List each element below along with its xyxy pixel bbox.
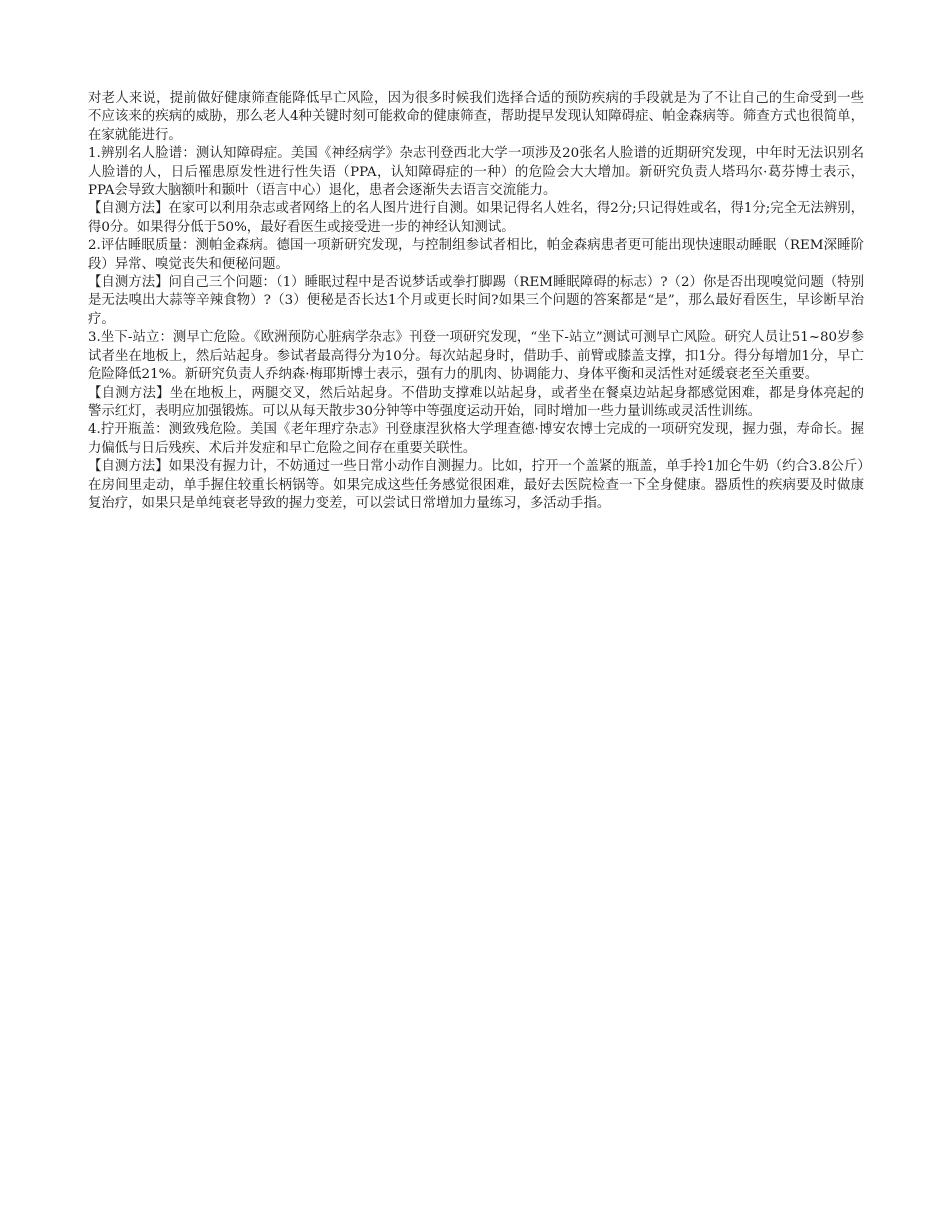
section-4-self-test: 【自测方法】如果没有握力计，不妨通过一些日常小动作自测握力。比如，拧开一个盖紧的瓶盖，单手拎1加仑牛奶（约合3.8公斤）在房间里走动，单手握住较重长柄锅等。如果完成这些任务感觉很困难，最好去医院检查一下全身健康。器质性的疾病要及时做康复治疗，如果只是单纯衰老导致的握力变差，可以尝试日常增加力量练习，多活动手指。 — [88, 459, 864, 511]
section-3-self-test: 【自测方法】坐在地板上，两腿交叉，然后站起身。不借助支撑难以站起身，或者坐在餐桌边站起身都感觉困难，都是身体亮起的警示红灯，表明应加强锻炼。可以从每天散步30分钟等中等强度运动开始，同时增加一些力量训练或灵活性训练。 — [88, 385, 864, 419]
section-2-self-test: 【自测方法】问自己三个问题：（1）睡眠过程中是否说梦话或拳打脚踢（REM睡眠障碍的标志）?（2）你是否出现嗅觉问题（特别是无法嗅出大蒜等辛辣食物）?（3）便秘是否长达1个月或更长时间?如果三个问题的答案都是“是”，那么最好看医生，早诊断早治疗。 — [88, 275, 864, 327]
section-4-paragraph: 4.拧开瓶盖：测致残危险。美国《老年理疗杂志》刊登康涅狄格大学理查德·博安农博士完成的一项研究发现，握力强，寿命长。握力偏低与日后残疾、术后并发症和早亡危险之间存在重要关联性。 — [88, 422, 864, 456]
section-1-self-test: 【自测方法】在家可以利用杂志或者网络上的名人图片进行自测。如果记得名人姓名，得2分;只记得姓或名，得1分;完全无法辨别，得0分。如果得分低于50%，最好看医生或接受进一步的神经认知测试。 — [88, 201, 864, 235]
section-2-paragraph: 2.评估睡眠质量：测帕金森病。德国一项新研究发现，与控制组参试者相比，帕金森病患者更可能出现快速眼动睡眠（REM深睡阶段）异常、嗅觉丧失和便秘问题。 — [88, 238, 864, 272]
document-body — [88, 90, 864, 513]
section-1-paragraph: 1.辨别名人脸谱：测认知障碍症。美国《神经病学》杂志刊登西北大学一项涉及20张名人脸谱的近期研究发现，中年时无法识别名人脸谱的人，日后罹患原发性进行性失语（PPA，认知障碍症的一种）的危险会大大增加。新研究负责人塔玛尔·葛芬博士表示，PPA会导致大脑额叶和颞叶（语言中心）退化，患者会逐渐失去语言交流能力。 — [88, 146, 864, 199]
intro-paragraph: 对老人来说，提前做好健康筛查能降低早亡风险，因为很多时候我们选择合适的预防疾病的手段就是为了不让自己的生命受到一些不应该来的疾病的威胁，那么老人4种关键时刻可能救命的健康筛查，帮助提早发现认知障碍症、帕金森病等。筛查方式也很简单，在家就能进行。 — [88, 91, 864, 143]
section-3-paragraph: 3.坐下-站立：测早亡危险。《欧洲预防心脏病学杂志》刊登一项研究发现，“坐下-站立”测试可测早亡风险。研究人员让51~80岁参试者坐在地板上，然后站起身。参试者最高得分为10分。每次站起身时，借助手、前臂或膝盖支撑，扣1分。得分每增加1分，早亡危险降低21%。新研究负责人乔纳森·梅耶斯博士表示，强有力的肌肉、协调能力、身体平衡和灵活性对延缓衰老至关重要。 — [88, 330, 864, 383]
